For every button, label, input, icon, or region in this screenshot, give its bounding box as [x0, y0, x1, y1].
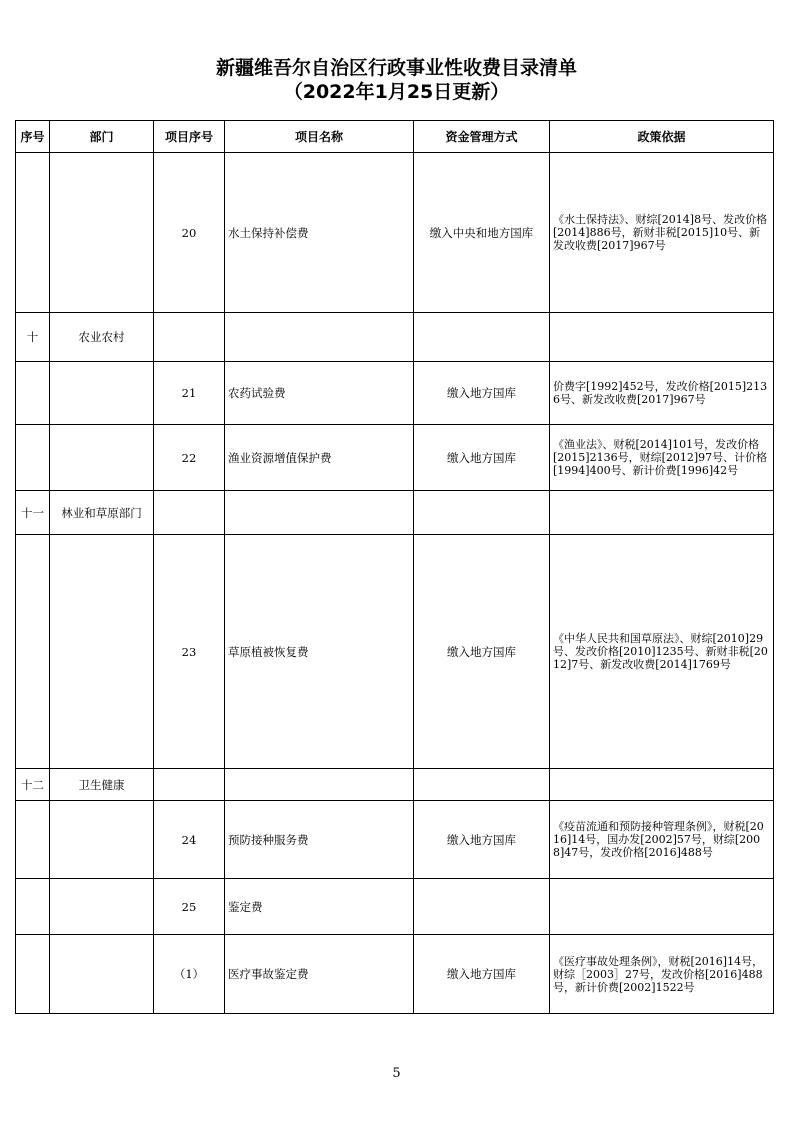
cell-fund: 缴入中央和地方国库: [414, 153, 550, 313]
table-row: [16, 153, 774, 313]
table-row: [16, 313, 774, 362]
cell-seq: [16, 425, 50, 491]
cell-dept: 农业农村: [50, 313, 154, 362]
cell-item-no: 21: [154, 362, 225, 425]
cell-item-name: 水土保持补偿费: [225, 153, 414, 313]
document-title: [0, 56, 793, 104]
header-seq: 序号: [16, 121, 50, 153]
header-item-name: 项目名称: [225, 121, 414, 153]
cell-dept: [50, 879, 154, 935]
cell-policy: [550, 769, 774, 801]
table-row: [16, 879, 774, 935]
cell-policy: 价费字[1992]452号，发改价格[2015]2136号、新发改收费[2017]967号: [550, 362, 774, 425]
cell-policy: 《渔业法》、财税[2014]101号，发改价格[2015]2136号，财综[2012]97号、计价格[1994]400号、新计价费[1996]42号: [550, 425, 774, 491]
cell-seq: 十: [16, 313, 50, 362]
cell-policy: 《中华人民共和国草原法》、财综[2010]29号、发改价格[2010]1235号、新财非税[2012]7号、新发改收费[2014]1769号: [550, 535, 774, 769]
table-header-row: [16, 121, 774, 153]
cell-dept: [50, 801, 154, 879]
cell-dept: 卫生健康: [50, 769, 154, 801]
cell-item-name: 医疗事故鉴定费: [225, 935, 414, 1014]
cell-item-no: 20: [154, 153, 225, 313]
cell-fund: 缴入地方国库: [414, 935, 550, 1014]
cell-dept: [50, 535, 154, 769]
table-row: [16, 491, 774, 535]
title-line-2: （2022年1月25日更新）: [283, 81, 510, 103]
title-line-1: 新疆维吾尔自治区行政事业性收费目录清单: [215, 57, 577, 79]
cell-item-name: 农药试验费: [225, 362, 414, 425]
table-row: [16, 362, 774, 425]
cell-item-no: 23: [154, 535, 225, 769]
cell-fund: 缴入地方国库: [414, 801, 550, 879]
header-policy-basis: 政策依据: [550, 121, 774, 153]
fee-catalog-table: [15, 120, 774, 1014]
cell-seq: [16, 153, 50, 313]
cell-dept: 林业和草原部门: [50, 491, 154, 535]
cell-item-no: [154, 313, 225, 362]
cell-item-name: 草原植被恢复费: [225, 535, 414, 769]
cell-item-no: 25: [154, 879, 225, 935]
cell-item-no: 24: [154, 801, 225, 879]
cell-policy: 《水土保持法》、财综[2014]8号、发改价格[2014]886号，新财非税[2015]10号、新发改收费[2017]967号: [550, 153, 774, 313]
cell-fund: 缴入地方国库: [414, 425, 550, 491]
cell-fund: [414, 769, 550, 801]
cell-policy: 《医疗事故处理条例》，财税[2016]14号，财综［2003］27号，发改价格[2016]488号，新计价费[2002]1522号: [550, 935, 774, 1014]
cell-item-name: 预防接种服务费: [225, 801, 414, 879]
cell-item-no: 22: [154, 425, 225, 491]
cell-seq: [16, 879, 50, 935]
cell-item-name: 渔业资源增值保护费: [225, 425, 414, 491]
cell-item-no: （1）: [154, 935, 225, 1014]
cell-item-name: [225, 769, 414, 801]
cell-item-name: [225, 491, 414, 535]
cell-seq: [16, 935, 50, 1014]
cell-seq: [16, 801, 50, 879]
table-row: [16, 935, 774, 1014]
table-row: [16, 425, 774, 491]
cell-dept: [50, 362, 154, 425]
cell-item-name: [225, 313, 414, 362]
cell-fund: [414, 491, 550, 535]
cell-seq: 十一: [16, 491, 50, 535]
cell-item-name: 鉴定费: [225, 879, 414, 935]
header-item-no: 项目序号: [154, 121, 225, 153]
cell-item-no: [154, 769, 225, 801]
cell-policy: [550, 313, 774, 362]
cell-policy: [550, 491, 774, 535]
table-row: [16, 769, 774, 801]
table-row: [16, 535, 774, 769]
cell-fund: 缴入地方国库: [414, 535, 550, 769]
cell-dept: [50, 935, 154, 1014]
page-number: 5: [392, 1066, 401, 1081]
cell-item-no: [154, 491, 225, 535]
cell-seq: 十二: [16, 769, 50, 801]
cell-fund: 缴入地方国库: [414, 362, 550, 425]
cell-policy: 《疫苗流通和预防接种管理条例》，财税[2016]14号，国办发[2002]57号，财综[2008]47号，发改价格[2016]488号: [550, 801, 774, 879]
table-row: [16, 801, 774, 879]
cell-fund: [414, 313, 550, 362]
cell-dept: [50, 425, 154, 491]
cell-seq: [16, 362, 50, 425]
cell-policy: [550, 879, 774, 935]
header-fund-management: 资金管理方式: [414, 121, 550, 153]
cell-seq: [16, 535, 50, 769]
cell-fund: [414, 879, 550, 935]
cell-dept: [50, 153, 154, 313]
header-dept: 部门: [50, 121, 154, 153]
